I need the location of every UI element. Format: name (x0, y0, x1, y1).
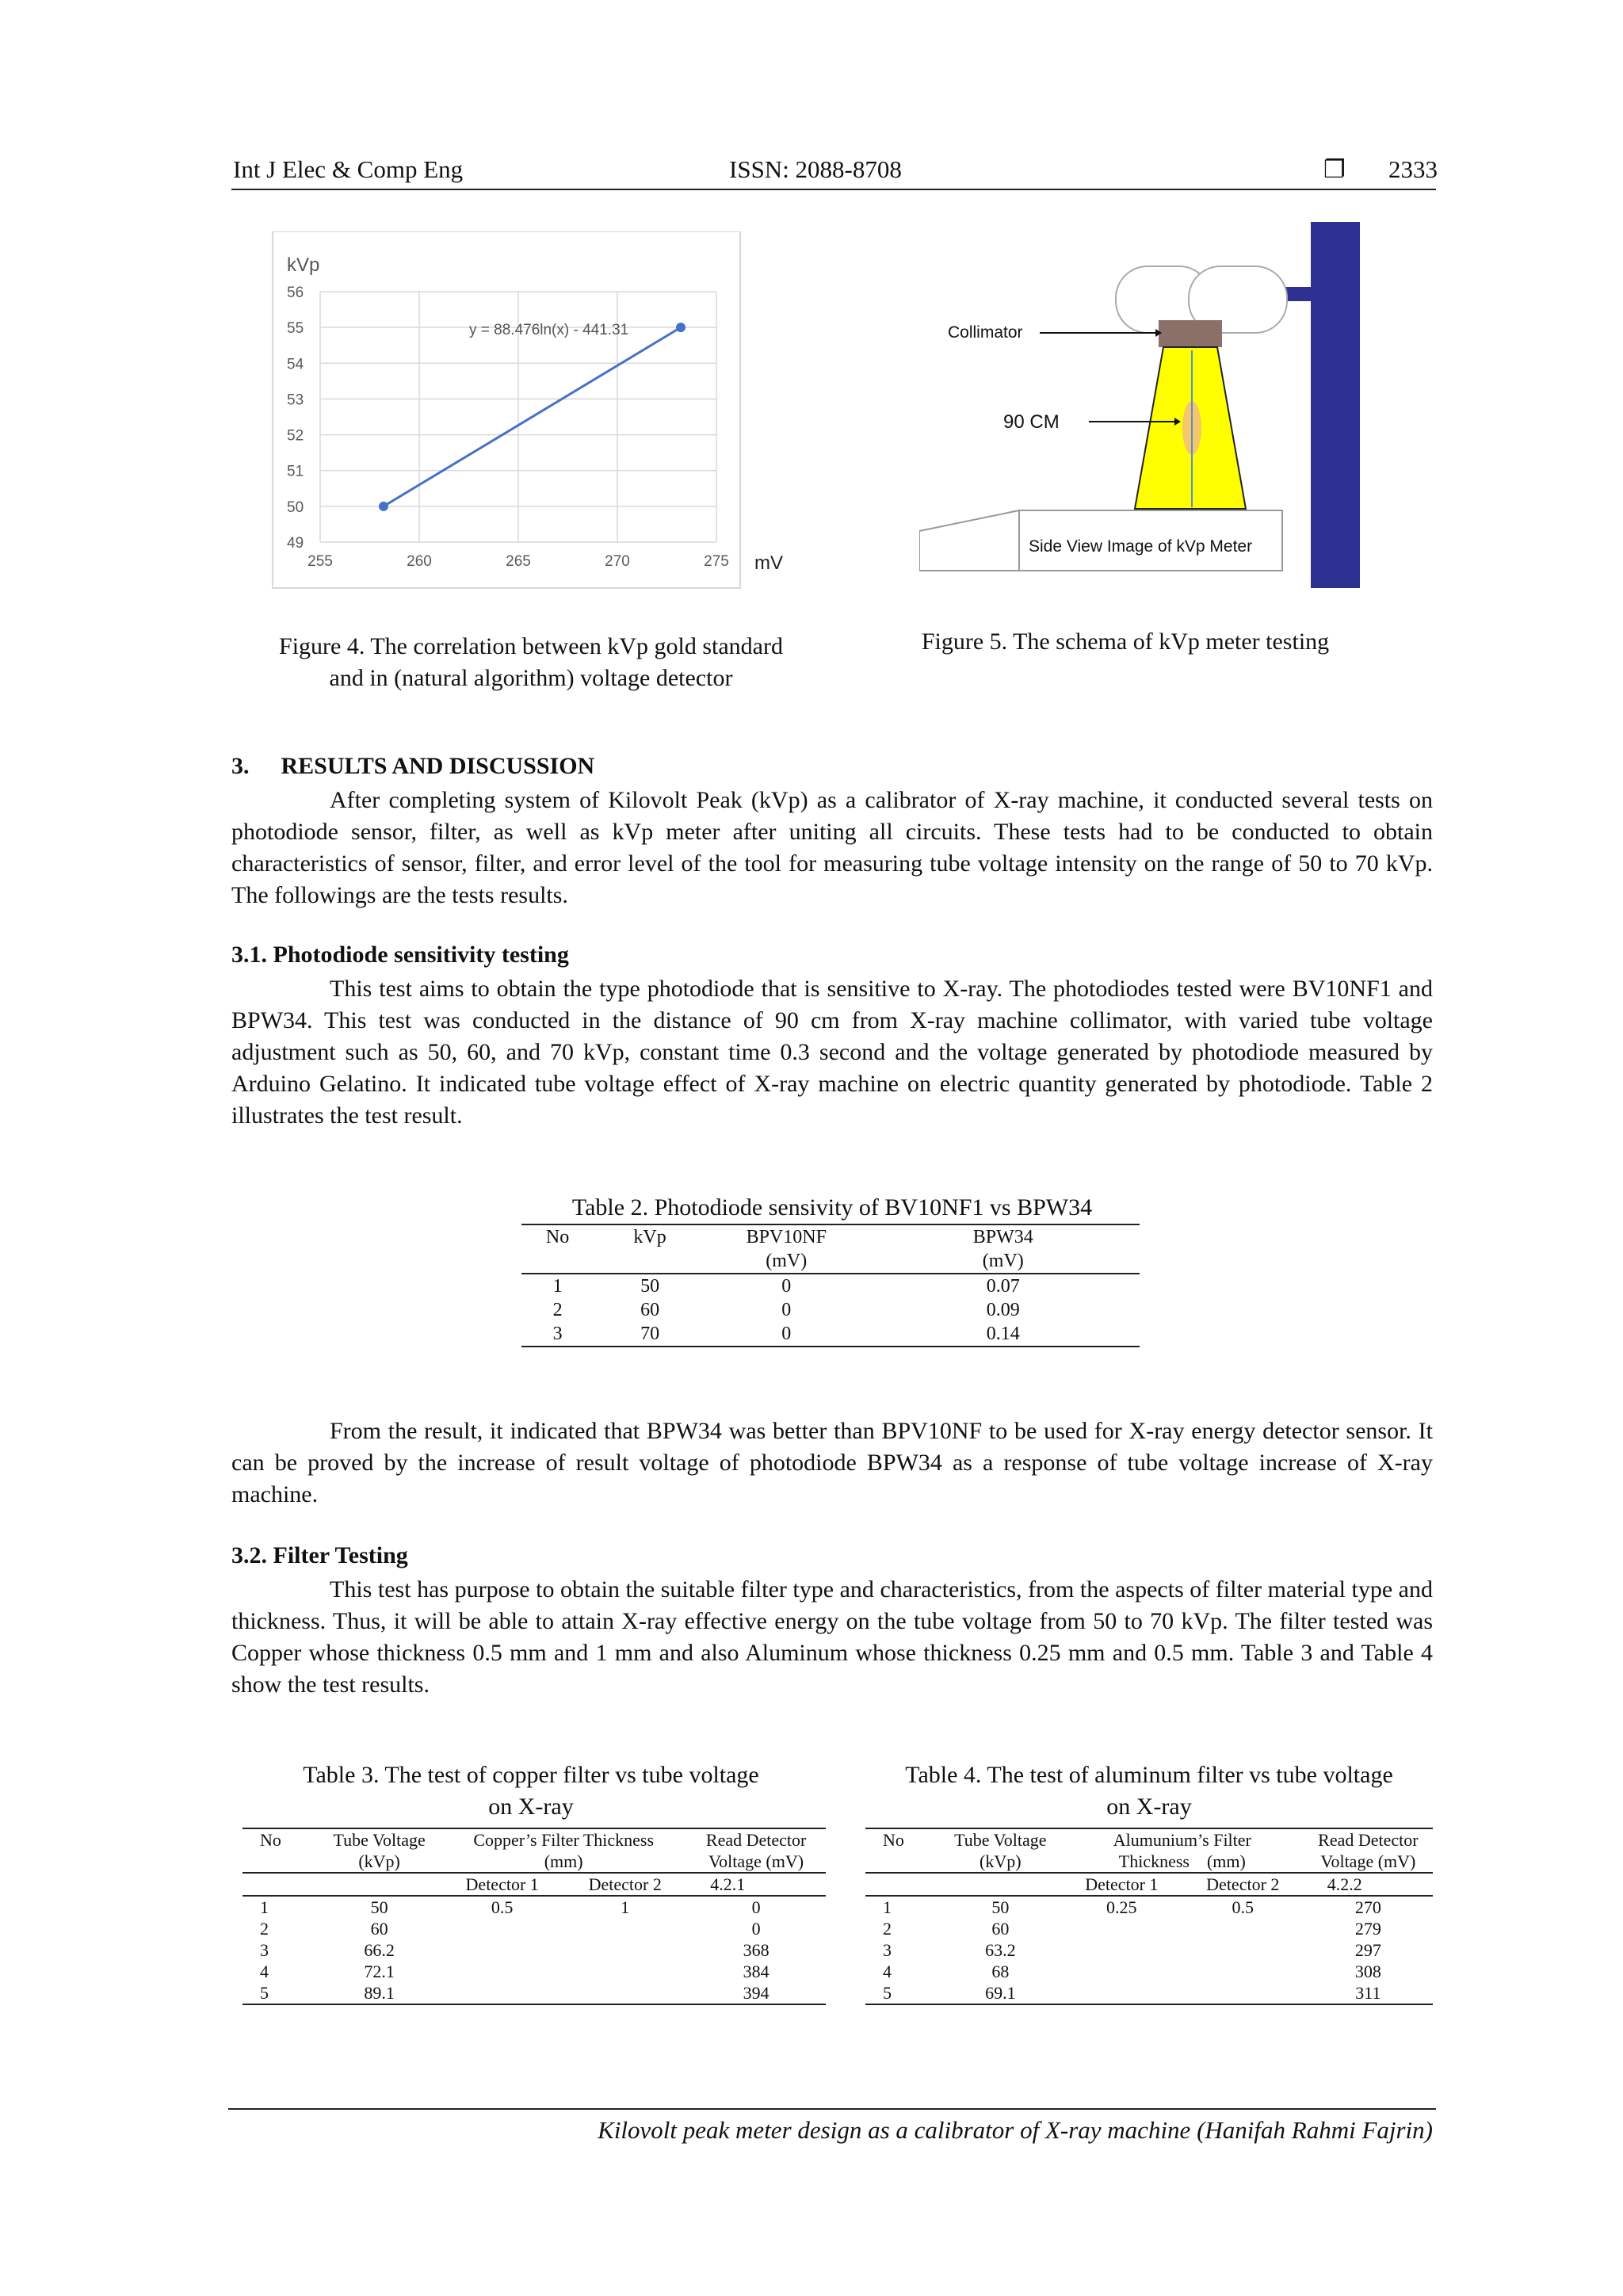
section31-body: This test aims to obtain the type photodiode that is sensitive to X-ray. The photodiodes tested were BV10NF1 and BPW34. This test was conducted in the distance of 90 cm from X-ray machine collimator, with varied tube voltage adjustment such as 50, 60, and 70 kVp, constant time 0.3 second and the voltage generated by photodiode measured by Arduino Gelatino. It indicated tube voltage effect of X-ray machine on electric quantity generated by photodiode. Table 2 illustrates the test result. (231, 976, 1433, 1129)
collimator-label: Collimator (948, 323, 1023, 342)
table-row: 2 60 0 0.09 (552, 1300, 1020, 1320)
table4-caption: Table 4. The test of aluminum filter vs tube voltage on X-ray (905, 1762, 1393, 1820)
box-icon: ❐ (1323, 155, 1346, 183)
section32-heading: 3.2. Filter Testing (231, 1542, 408, 1568)
table3-ref: 4.2.1 (710, 1874, 746, 1894)
page-number: 2333 (1388, 155, 1438, 183)
x-tick-label: 270 (605, 553, 630, 570)
issn: ISSN: 2088-8708 (729, 155, 902, 183)
table3-header-tube: Tube Voltage (333, 1830, 426, 1850)
figure4-chart (269, 231, 808, 590)
table4-det2: Detector 2 (1206, 1874, 1280, 1894)
chart-frame (273, 231, 740, 588)
table4-det1: Detector 1 (1085, 1874, 1159, 1894)
table4-header-filter: Alumunium’s Filter (1113, 1830, 1251, 1850)
header-rule (231, 189, 1436, 190)
table-row: 2 60 279 (883, 1919, 1381, 1939)
chart-xlabel: mV (754, 552, 783, 574)
table-row: 1 50 0.5 1 0 (260, 1897, 761, 1917)
section31-after: From the result, it indicated that BPW34 was better than BPV10NF to be used for X-ray energy detector sensor. It can be proved by the increase of result voltage of photodiode BPW34 as a response of tube voltage increase of X-ray machine. (231, 1418, 1433, 1507)
data-point (676, 323, 685, 332)
figure5-caption: Figure 5. The schema of kVp meter testing (921, 628, 1330, 655)
chart-ylabel: kVp (287, 254, 320, 276)
chart-equation: y = 88.476ln(x) - 441.31 (469, 322, 629, 338)
table3-caption: Table 3. The test of copper filter vs tube voltage on X-ray (303, 1762, 759, 1820)
section32-body: This test has purpose to obtain the suitable filter type and characteristics, from the aspects of filter material type and thickness. Thus, it will be able to attain X-ray effective energy on the tube voltage from 50 to 70 kVp. The filter tested was Copper whose thickness 0.5 mm and 1 mm and also Aluminum whose thickness 0.25 mm and 0.5 mm. Table 3 and Table 4 show the test results. (231, 1576, 1433, 1698)
footer-text: Kilovolt peak meter design as a calibrator of X-ray machine (Hanifah Rahmi Fajrin) (598, 2116, 1433, 2144)
table2-header-bpv: BPV10NF (746, 1227, 827, 1247)
x-tick-label: 275 (704, 553, 729, 570)
footer-rule (228, 2108, 1436, 2110)
section31-heading: 3.1. Photodiode sensitivity testing (231, 942, 569, 968)
table4-header-no: No (883, 1830, 904, 1850)
table3-header-filter: Copper’s Filter Thickness (473, 1830, 655, 1850)
y-tick-label: 56 (287, 285, 304, 301)
table4-ref: 4.2.2 (1327, 1874, 1362, 1894)
x-tick-label: 255 (307, 553, 333, 570)
table2-unit-bpv: (mV) (766, 1251, 808, 1271)
table-row: 1 50 0 0.07 (552, 1276, 1020, 1297)
column (1311, 222, 1360, 588)
collimator (1159, 320, 1222, 347)
table3-header-read: Read Detector (705, 1830, 807, 1850)
table-row: 4 68 308 (883, 1962, 1381, 1981)
figure4-caption: Figure 4. The correlation between kVp gold standard and in (natural algorithm) voltage detector (279, 633, 783, 691)
section3-heading: 3. RESULTS AND DISCUSSION (231, 753, 595, 779)
table3: No Tube Voltage Copper’s Filter Thickness Read Detector (kVp) (mm) Voltage (mV) Detector 1 Detector 2 4.2.1 1 50 0.5 1 0 2 60 0 3 66.2 368 4 72.1 384 5 89.1 394 (242, 1828, 826, 2005)
data-point (379, 502, 388, 511)
table4: No Tube Voltage Alumunium’s Filter Read Detector (kVp) Thickness (mm) Voltage (mV) Detector 1 Detector 2 4.2.2 1 50 0.25 0.5 270 2 60 279 3 63.2 297 4 68 308 5 69.1 311 (865, 1828, 1433, 2005)
meter-ramp (919, 510, 1019, 571)
table-row: 5 89.1 394 (242, 1982, 826, 2004)
distance-label: 90 CM (1003, 411, 1060, 433)
table4-header-read: Read Detector (1318, 1830, 1419, 1850)
table-row: 5 69.1 311 (865, 1982, 1433, 2004)
table-row: 3 66.2 368 (260, 1940, 769, 1960)
table2-caption: Table 2. Photodiode sensivity of BV10NF1 vs BPW34 (571, 1194, 1093, 1221)
x-tick-label: 260 (407, 553, 432, 570)
table2-header-bpw: BPW34 (972, 1227, 1033, 1247)
table-row: 3 63.2 297 (883, 1940, 1381, 1960)
journal-name: Int J Elec & Comp Eng (233, 155, 464, 183)
y-tick-label: 53 (287, 392, 304, 409)
table2 (521, 1224, 1140, 1347)
y-tick-label: 50 (287, 499, 304, 516)
section3-body: After completing system of Kilovolt Peak (kVp) as a calibrator of X-ray machine, it conducted several tests on photodiode sensor, filter, as well as kVp meter after uniting all circuits. These tests had to be conducted to obtain characteristics of sensor, filter, and error level of the tool for measuring tube voltage intensity on the range of 50 to 70 kVp. The followings are the tests results. (231, 787, 1433, 908)
y-tick-label: 51 (287, 463, 304, 480)
table-row: 3 70 0 0.14 (521, 1322, 1140, 1347)
figure5-schema (919, 214, 1363, 594)
y-tick-label: 55 (287, 320, 304, 338)
table2-unit-bpw: (mV) (982, 1251, 1024, 1271)
column-arm (1284, 287, 1316, 301)
table2-header-no: No (545, 1227, 570, 1247)
meter-label: Side View Image of kVp Meter (1029, 537, 1253, 556)
y-tick-label: 54 (287, 356, 304, 373)
table-row: 4 72.1 384 (260, 1962, 769, 1981)
y-tick-label: 52 (287, 427, 304, 445)
x-tick-label: 265 (506, 553, 531, 570)
table3-det1: Detector 1 (465, 1874, 539, 1894)
table-row: 2 60 0 (260, 1919, 761, 1939)
y-tick-label: 49 (287, 535, 304, 552)
table-row: 1 50 0.25 0.5 270 (883, 1897, 1381, 1917)
table3-header-no: No (260, 1830, 281, 1850)
table4-header-tube: Tube Voltage (954, 1830, 1047, 1850)
table3-det2: Detector 2 (588, 1874, 662, 1894)
table2-header-kvp: kVp (633, 1227, 666, 1247)
